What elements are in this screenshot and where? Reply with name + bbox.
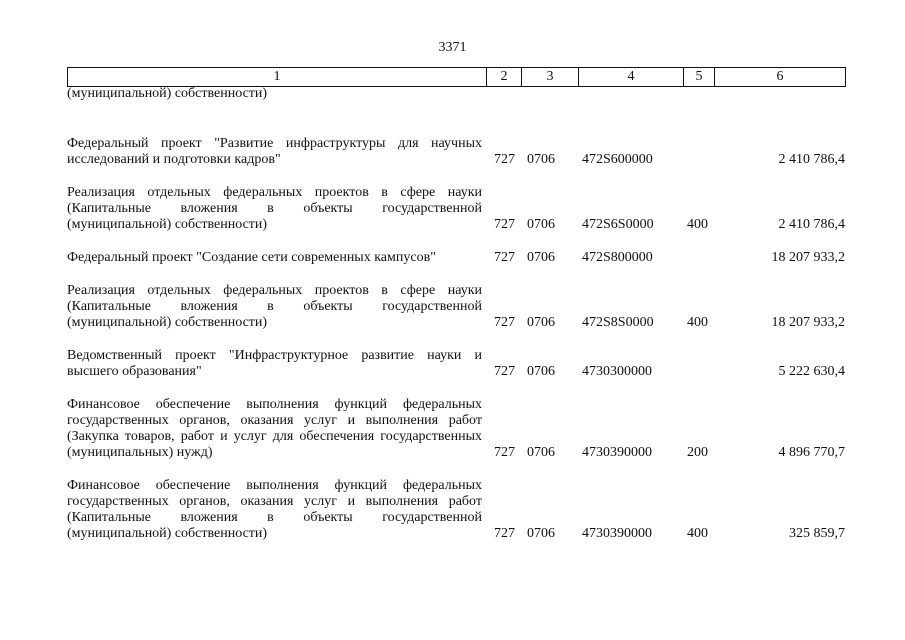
row-section-code: 0706 [527, 315, 555, 330]
row-amount: 325 859,7 [789, 526, 846, 541]
column-header-1: 1 [68, 68, 487, 87]
row-description: Финансовое обеспечение выполнения функций федеральных государственных органов, оказания услуг и выполнения работ (Закупка товаров, работ и услуг для обеспечения государственных (муниципальных) нужд) [67, 397, 482, 460]
row-amount: 18 207 933,2 [771, 315, 846, 330]
row-expense-type: 400 [687, 315, 708, 330]
row-amount: 2 410 786,4 [778, 217, 846, 232]
row-ministry-code: 727 [494, 152, 515, 167]
column-header-2: 2 [487, 68, 522, 87]
page-number: 3371 [438, 40, 467, 55]
row-amount: 2 410 786,4 [778, 152, 846, 167]
row-ministry-code: 727 [494, 315, 515, 330]
row-description: Финансовое обеспечение выполнения функций федеральных государственных органов, оказания услуг и выполнения работ (Капитальные вложения в объекты государственной (муниципальной) собственности) [67, 478, 482, 541]
row-section-code: 0706 [527, 152, 555, 167]
table-row [67, 478, 845, 542]
row-description: Федеральный проект "Развитие инфраструктуры для научных исследований и подготовки кадров" [67, 136, 482, 167]
row-amount: 5 222 630,4 [778, 364, 846, 379]
row-target-article: 472S8S0000 [582, 315, 654, 330]
row-description: Федеральный проект "Создание сети современных кампусов" [67, 250, 436, 265]
row-expense-type [683, 136, 714, 168]
row-section-code: 0706 [527, 445, 555, 460]
table-row [67, 136, 845, 168]
table-row [67, 397, 845, 461]
row-expense-type: 400 [687, 526, 708, 541]
row-target-article: 472S600000 [582, 152, 653, 167]
row-section-code: 0706 [527, 250, 555, 265]
row-section-code: 0706 [527, 526, 555, 541]
table-row [67, 185, 845, 233]
row-target-article: 4730390000 [582, 445, 652, 460]
column-header-4: 4 [579, 68, 684, 87]
row-expense-type: 200 [687, 445, 708, 460]
table-row [67, 348, 845, 380]
column-header-3: 3 [522, 68, 579, 87]
continuation-row [67, 86, 845, 102]
row-target-article: 4730300000 [582, 364, 652, 379]
row-expense-type [683, 348, 714, 380]
row-ministry-code: 727 [494, 250, 515, 265]
row-section-code: 0706 [527, 217, 555, 232]
column-header-5: 5 [684, 68, 715, 87]
row-expense-type: 400 [687, 217, 708, 232]
table-row [67, 250, 845, 266]
row-target-article: 4730390000 [582, 526, 652, 541]
column-header-row [68, 68, 846, 87]
row-description: Реализация отдельных федеральных проектов в сфере науки (Капитальные вложения в объекты государственной (муниципальной) собственности) [67, 185, 482, 232]
row-amount: 18 207 933,2 [771, 250, 846, 265]
row-section-code: 0706 [527, 364, 555, 379]
row-ministry-code: 727 [494, 364, 515, 379]
row-ministry-code: 727 [494, 526, 515, 541]
column-header-6: 6 [715, 68, 846, 87]
column-header-table [67, 67, 846, 87]
row-description: Ведомственный проект "Инфраструктурное развитие науки и высшего образования" [67, 348, 482, 379]
row-ministry-code: 727 [494, 445, 515, 460]
row-amount: 4 896 770,7 [778, 445, 846, 460]
row-description: Реализация отдельных федеральных проектов в сфере науки (Капитальные вложения в объекты государственной (муниципальной) собственности) [67, 283, 482, 330]
continuation-text: (муниципальной) собственности) [67, 86, 268, 101]
table-row [67, 283, 845, 331]
row-target-article: 472S800000 [582, 250, 653, 265]
budget-table [67, 86, 845, 542]
row-target-article: 472S6S0000 [582, 217, 654, 232]
row-expense-type [683, 250, 714, 266]
row-ministry-code: 727 [494, 217, 515, 232]
